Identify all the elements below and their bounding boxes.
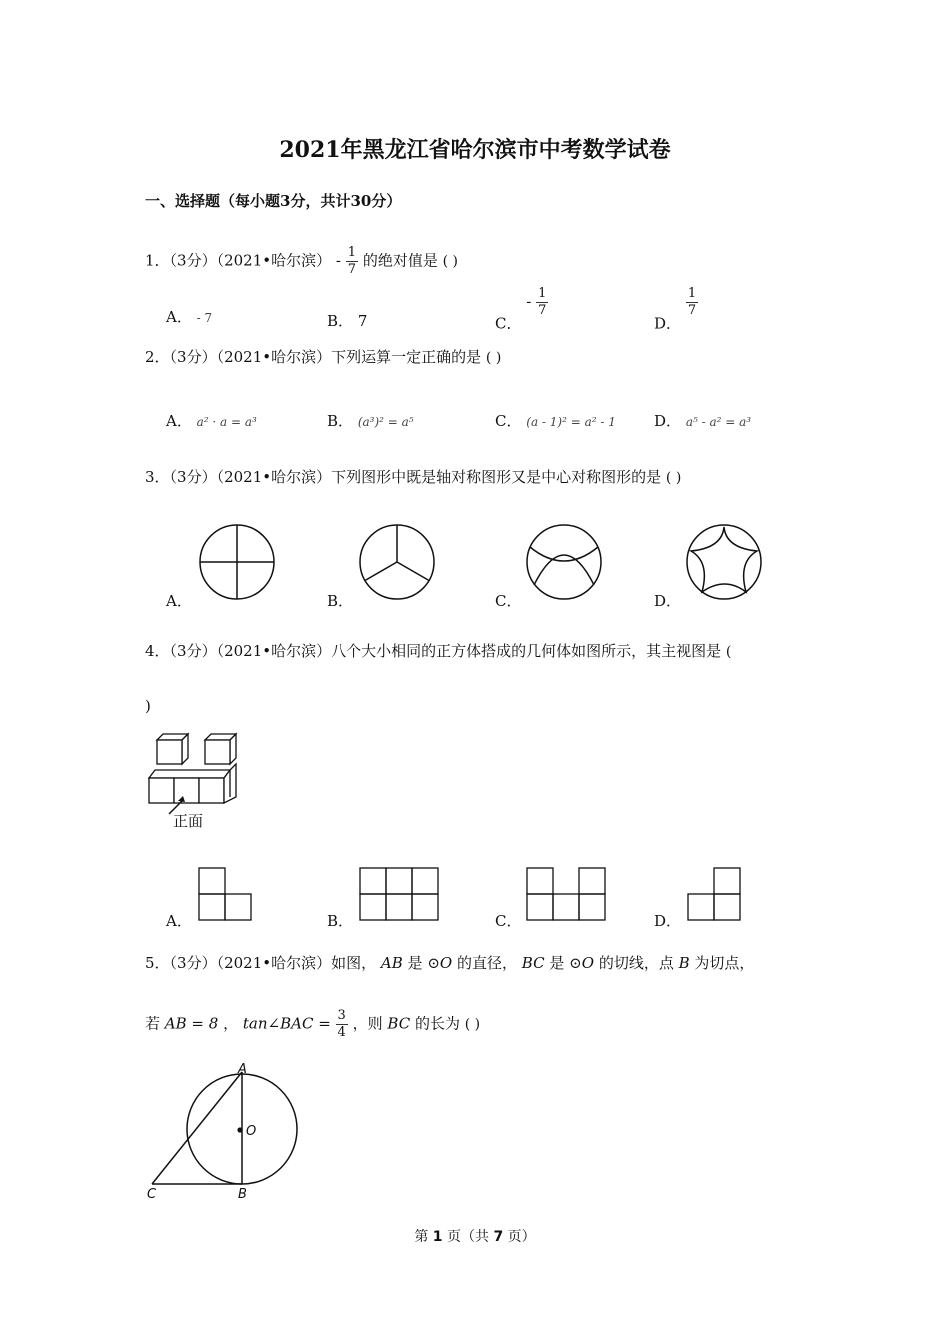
label-b: B	[238, 1187, 247, 1202]
q3-figure-c	[522, 520, 607, 605]
label-a: A	[238, 1062, 247, 1077]
q4-text: 4．（3分）（2021•哈尔滨）八个大小相同的正方体搭成的几何体如图所示，其主视图是	[145, 642, 722, 660]
q1-fraction	[346, 245, 358, 278]
option-neg: -	[526, 292, 532, 311]
q3-option-b-label[interactable]: B．	[327, 592, 354, 610]
q1-suffix: 的绝对值是	[362, 251, 438, 270]
frac-num: 1	[538, 286, 547, 301]
option-value: - 7	[196, 311, 213, 325]
q1-option-c[interactable]	[495, 286, 548, 334]
q5-circle-o-2: ⊙O	[569, 954, 595, 972]
q5-length: 的长为	[414, 1014, 460, 1033]
q3-figure-b	[355, 520, 440, 605]
q1-c-fraction	[536, 286, 548, 319]
q4-figure-b	[358, 866, 442, 924]
q2-text: 2．（3分）（2021•哈尔滨）下列运算一定正确的是	[145, 348, 482, 366]
question-4	[145, 640, 731, 661]
option-label: B．	[327, 312, 354, 330]
q5-ab-eq: AB = 8	[164, 1014, 219, 1033]
option-value: (a³)² = a⁵	[357, 415, 414, 429]
q5-then: ，则	[352, 1014, 383, 1033]
q3-paren: ( )	[665, 470, 682, 486]
q5-tan-fraction	[336, 1008, 348, 1041]
q4-option-d-label[interactable]: D．	[654, 912, 682, 930]
q1-prefix: 1．（3分）（2021•哈尔滨）	[145, 251, 332, 270]
option-label: B．	[327, 412, 354, 430]
option-label: C．	[495, 412, 522, 430]
question-3	[145, 466, 681, 487]
q1-d-fraction	[686, 286, 698, 319]
q4-option-c-label[interactable]: C．	[495, 912, 522, 930]
q4-solid-figure	[145, 730, 245, 830]
q4-figure-c	[525, 866, 609, 924]
section-heading: 一、选择题（每小题3分，共计30分）	[145, 192, 402, 210]
q5-prefix: 5．（3分）（2021•哈尔滨）如图，	[145, 954, 377, 972]
q1-num: 1	[347, 245, 357, 260]
q5-paren: ( )	[464, 1016, 481, 1033]
footer-post: 页）	[507, 1229, 536, 1245]
option-label: D．	[654, 314, 682, 333]
q1-option-d[interactable]	[654, 286, 698, 334]
q3-option-d-label[interactable]: D．	[654, 592, 682, 610]
frac-num: 3	[337, 1008, 346, 1023]
q4-paren-open: (	[725, 644, 732, 660]
q5-diameter: 的直径，	[457, 954, 518, 972]
q4-option-a-label[interactable]: A．	[166, 912, 192, 930]
page-title: 2021年黑龙江省哈尔滨市中考数学试卷	[279, 137, 671, 163]
option-value: a⁵ - a² = a³	[685, 415, 752, 429]
option-label: A．	[166, 308, 192, 326]
q5-comma: ，	[223, 1014, 239, 1033]
q5-tangent: 的切线，点	[598, 954, 674, 972]
frac-den: 4	[337, 1025, 346, 1040]
q5-bc: BC	[521, 954, 545, 972]
q3-option-a-label[interactable]: A．	[166, 592, 192, 610]
q2-option-b[interactable]	[327, 410, 414, 431]
q3-text: 3．（3分）（2021•哈尔滨）下列图形中既是轴对称图形又是中心对称图形的是	[145, 468, 662, 486]
footer-pre: 第	[414, 1229, 429, 1245]
q4-figure-d	[686, 866, 744, 924]
frac-den: 7	[687, 303, 697, 318]
option-value: 7	[357, 312, 368, 330]
question-5-line-1	[145, 952, 754, 973]
q1-option-b[interactable]	[327, 310, 367, 331]
option-label: C．	[495, 314, 522, 333]
q2-option-a[interactable]	[166, 410, 257, 431]
frac-den: 7	[538, 303, 547, 318]
q4-option-b-label[interactable]: B．	[327, 912, 354, 930]
q3-figure-a	[195, 520, 280, 605]
q5-tan: tan∠BAC =	[242, 1014, 331, 1033]
q2-option-d[interactable]	[654, 410, 751, 431]
q5-is-2: 是	[549, 954, 565, 972]
page-footer	[0, 1226, 950, 1246]
q3-option-c-label[interactable]: C．	[495, 592, 522, 610]
footer-total: 7	[493, 1229, 504, 1245]
frac-num: 1	[687, 286, 697, 301]
question-2	[145, 346, 501, 367]
label-o: O	[246, 1124, 257, 1139]
question-1	[145, 245, 458, 278]
q5-if: 若	[145, 1014, 161, 1033]
q1-paren: ( )	[442, 253, 458, 270]
q1-option-a[interactable]	[166, 306, 212, 327]
option-label: D．	[654, 412, 682, 430]
option-label: A．	[166, 412, 192, 430]
q4-figure-a	[197, 866, 255, 924]
q5-is: 是	[407, 954, 423, 972]
q1-den: 7	[347, 262, 357, 277]
q5-ab: AB	[380, 954, 403, 972]
q3-figure-d	[682, 520, 767, 605]
q2-paren: ( )	[485, 350, 502, 366]
option-value: (a - 1)² = a² - 1	[526, 415, 616, 429]
q5-circle-o: ⊙O	[427, 954, 453, 972]
footer-page: 1	[432, 1229, 443, 1245]
q1-neg: -	[335, 251, 341, 270]
q5-tangent-point: 为切点，	[694, 954, 755, 972]
q2-option-c[interactable]	[495, 410, 616, 431]
q5-figure	[140, 1060, 310, 1205]
label-c: C	[147, 1187, 157, 1202]
q5-b: B	[678, 954, 690, 972]
option-value: a² · a = a³	[196, 415, 257, 429]
question-5-line-2	[145, 1008, 480, 1041]
q4-paren-close: )	[145, 697, 151, 715]
q5-bc-2: BC	[387, 1014, 411, 1033]
front-label: 正面	[173, 812, 204, 830]
footer-mid: 页（共	[447, 1229, 489, 1245]
